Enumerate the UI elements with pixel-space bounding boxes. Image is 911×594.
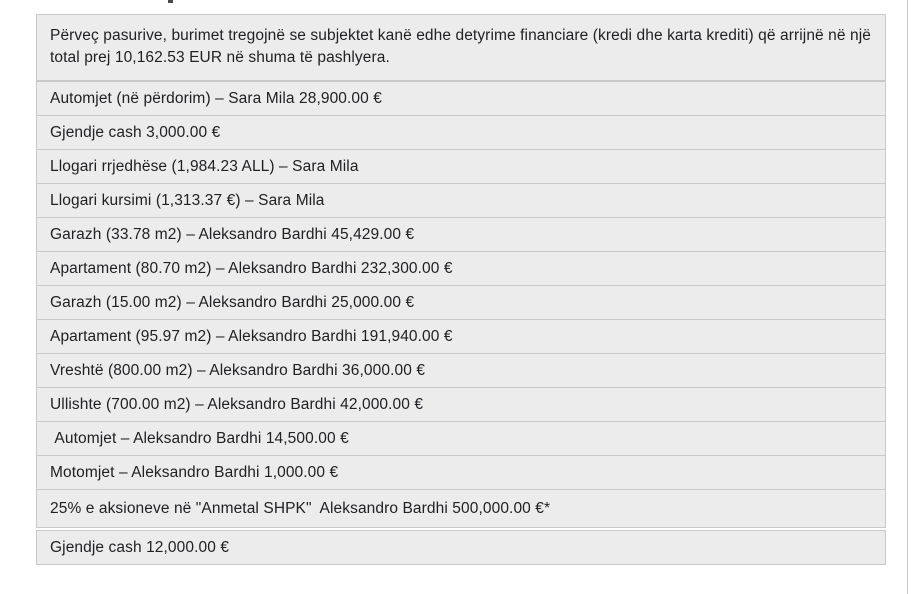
- asset-row: Apartament (95.97 m2) – Aleksandro Bardhi 191,940.00 €: [36, 319, 886, 354]
- cropped-text-artifact: [168, 0, 173, 3]
- assets-declaration-list: [36, 14, 886, 565]
- asset-row: Apartament (80.70 m2) – Aleksandro Bardhi 232,300.00 €: [36, 251, 886, 286]
- asset-row: Llogari rrjedhëse (1,984.23 ALL) – Sara Mila: [36, 149, 886, 184]
- asset-row: 25% e aksioneve në "Anmetal SHPK" Aleksandro Bardhi 500,000.00 €*: [36, 489, 886, 528]
- asset-row: Gjendje cash 12,000.00 €: [36, 530, 886, 565]
- container-right-border: [907, 0, 908, 594]
- asset-row: Llogari kursimi (1,313.37 €) – Sara Mila: [36, 183, 886, 218]
- asset-row: Motomjet – Aleksandro Bardhi 1,000.00 €: [36, 455, 886, 490]
- asset-row: Automjet – Aleksandro Bardhi 14,500.00 €: [36, 421, 886, 456]
- asset-row: Garazh (33.78 m2) – Aleksandro Bardhi 45,429.00 €: [36, 217, 886, 252]
- summary-note-row: Përveç pasurive, burimet tregojnë se subjektet kanë edhe detyrime financiare (kredi dhe karta krediti) që arrijnë në një total prej 10,162.53 EUR në shuma të pashlyera.: [36, 14, 886, 81]
- asset-row: Garazh (15.00 m2) – Aleksandro Bardhi 25,000.00 €: [36, 285, 886, 320]
- asset-row: Ullishte (700.00 m2) – Aleksandro Bardhi 42,000.00 €: [36, 387, 886, 422]
- asset-rows-container: [36, 81, 886, 565]
- asset-row: Automjet (në përdorim) – Sara Mila 28,900.00 €: [36, 81, 886, 116]
- asset-row: Gjendje cash 3,000.00 €: [36, 115, 886, 150]
- asset-row: Vreshtë (800.00 m2) – Aleksandro Bardhi 36,000.00 €: [36, 353, 886, 388]
